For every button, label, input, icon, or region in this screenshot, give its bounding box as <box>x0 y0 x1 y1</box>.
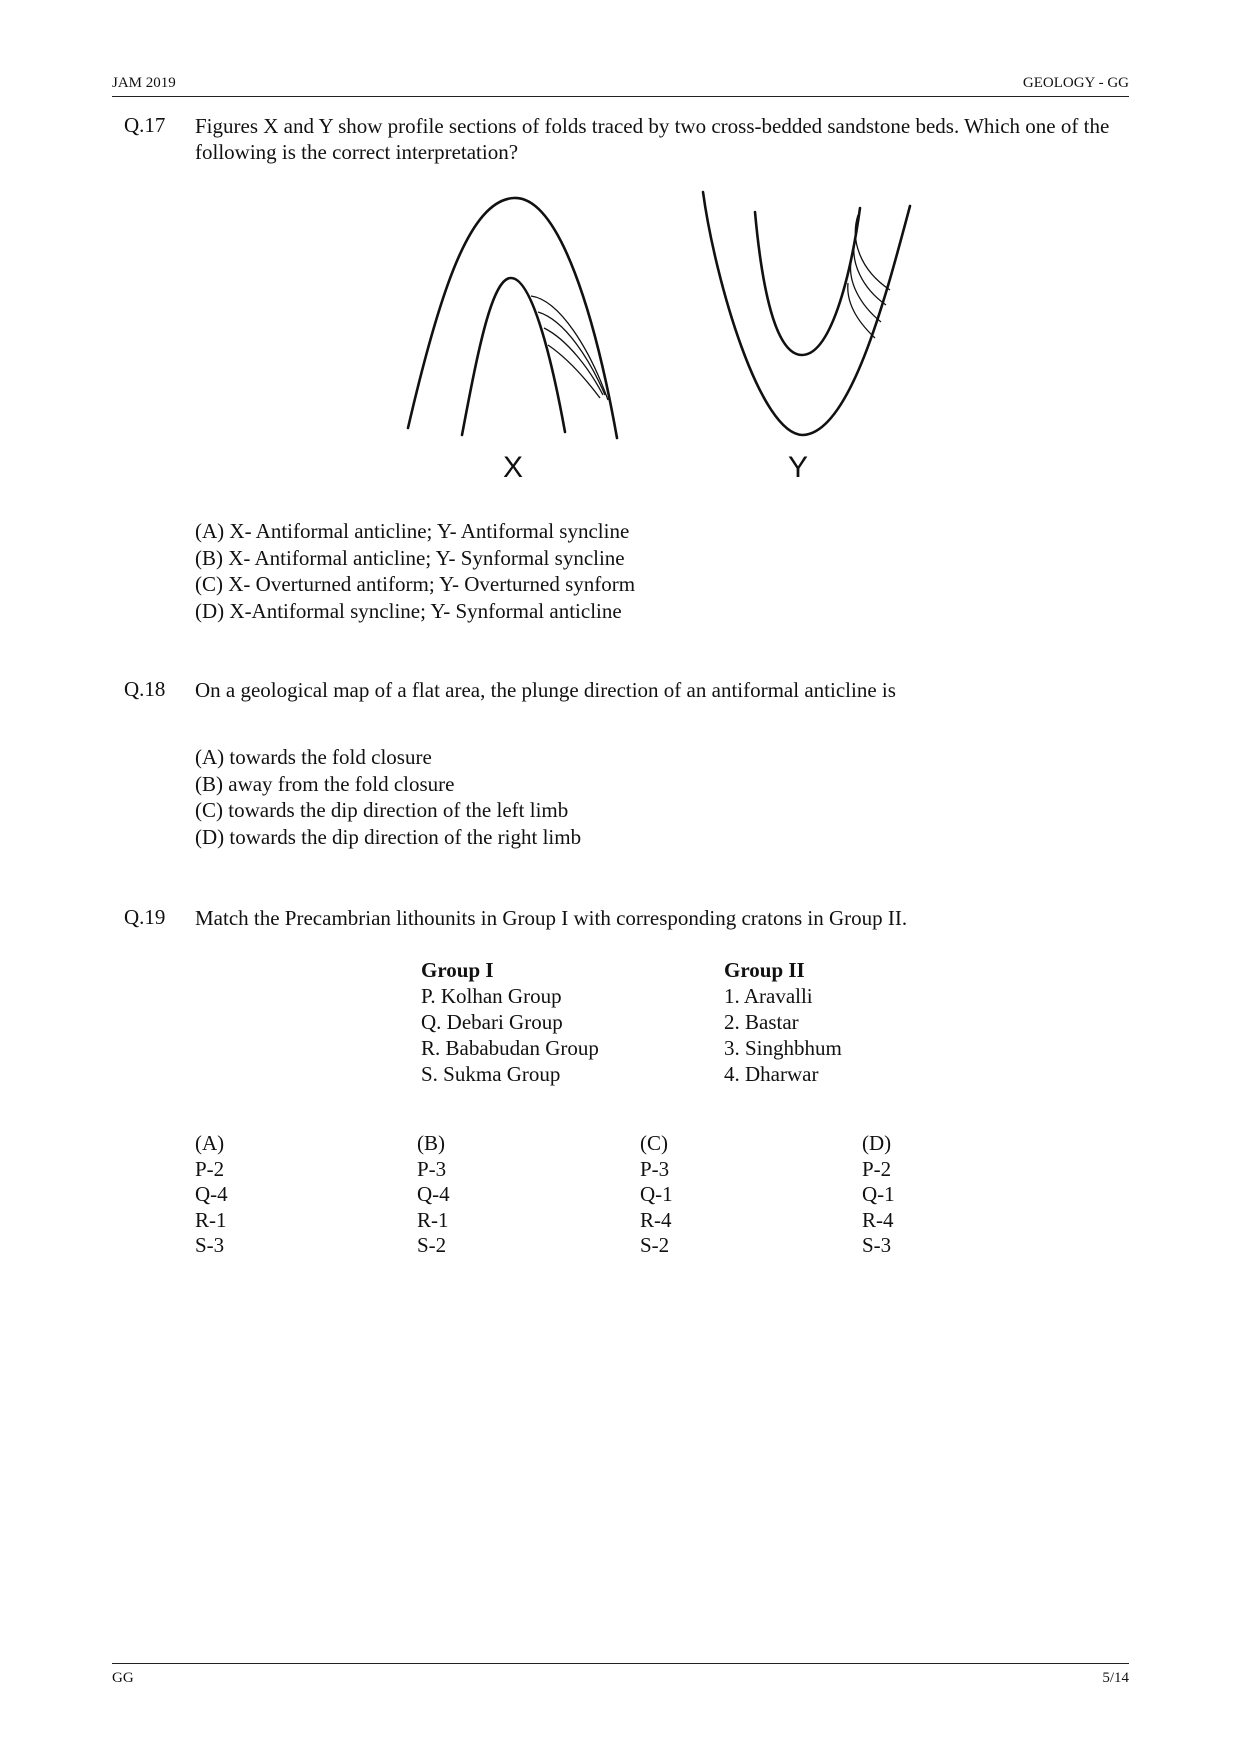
group-2-item: 2. Bastar <box>724 1010 799 1034</box>
answer-label: (A) <box>195 1131 225 1155</box>
figure-x-label: X <box>503 451 524 484</box>
answer-row: Q-1 <box>862 1182 895 1206</box>
q17-option-a: (A) X- Antiformal anticline; Y- Antiformal syncline <box>195 519 630 543</box>
answer-row: Q-1 <box>640 1182 673 1206</box>
group-1-column <box>421 957 599 1087</box>
answer-row: R-1 <box>417 1207 449 1232</box>
answer-row: S-2 <box>640 1233 670 1257</box>
answer-row: P-3 <box>640 1156 670 1181</box>
q19-number: Q.19 <box>124 905 166 929</box>
answer-column-d <box>862 1131 895 1259</box>
group-2-title: Group II <box>724 958 805 982</box>
q18-number: Q.18 <box>124 677 166 701</box>
q17-options <box>195 518 635 624</box>
answer-row: R-4 <box>640 1207 672 1232</box>
answer-column-c <box>640 1131 673 1259</box>
q17-option-d: (D) X-Antiformal syncline; Y- Synformal anticline <box>195 598 622 623</box>
q17-text: Figures X and Y show profile sections of folds traced by two cross-bedded sandstone beds. Which one of the following is the correct interpretation? <box>195 114 1110 164</box>
fold-x-inner <box>462 278 565 435</box>
q18-option-c: (C) towards the dip direction of the left limb <box>195 798 569 822</box>
cross-bed-y-1 <box>855 215 890 290</box>
page-number: 5/14 <box>1102 1670 1129 1686</box>
answer-label: (C) <box>640 1131 668 1155</box>
answer-row: R-1 <box>195 1207 227 1232</box>
answer-row: P-2 <box>862 1156 892 1181</box>
answer-row: S-3 <box>195 1233 225 1257</box>
figure-y-label: Y <box>788 451 809 484</box>
group-2-item: 3. Singhbhum <box>724 1036 842 1060</box>
footer-rule <box>112 1663 1129 1664</box>
q17-option-b: (B) X- Antiformal anticline; Y- Synformal syncline <box>195 545 625 570</box>
answer-label: (D) <box>862 1131 892 1155</box>
group-1-item: Q. Debari Group <box>421 1010 563 1034</box>
answer-row: Q-4 <box>195 1182 228 1206</box>
q19-text: Match the Precambrian lithounits in Group I with corresponding cratons in Group II. <box>195 906 908 930</box>
answer-row: P-2 <box>195 1156 225 1181</box>
q18-option-d: (D) towards the dip direction of the right limb <box>195 824 582 849</box>
group-2-item: 1. Aravalli <box>724 984 813 1008</box>
footer-code: GG <box>112 1670 134 1686</box>
group-2-column <box>724 957 842 1087</box>
group-1-item: R. Bababudan Group <box>421 1036 599 1060</box>
fold-x-outer <box>408 198 617 438</box>
answer-row: R-4 <box>862 1207 894 1232</box>
group-1-title: Group I <box>421 958 494 982</box>
answer-row: S-2 <box>417 1233 447 1257</box>
fold-figure <box>0 0 1241 500</box>
header-subject: GEOLOGY - GG <box>1022 75 1129 91</box>
q18-text: On a geological map of a flat area, the plunge direction of an antiformal anticline is <box>195 678 896 702</box>
group-1-item: S. Sukma Group <box>421 1062 561 1086</box>
answer-column-b <box>417 1131 450 1259</box>
q17-number: Q.17 <box>124 113 166 137</box>
answer-row: P-3 <box>417 1156 447 1181</box>
q17-option-c: (C) X- Overturned antiform; Y- Overturned synform <box>195 572 636 596</box>
answer-row: Q-4 <box>417 1182 450 1206</box>
answer-label: (B) <box>417 1131 445 1155</box>
fold-y-outer <box>703 192 910 435</box>
header-exam: JAM 2019 <box>112 75 176 91</box>
q18-option-a: (A) towards the fold closure <box>195 745 432 769</box>
fold-y-inner <box>755 208 860 355</box>
q18-option-b: (B) away from the fold closure <box>195 771 455 796</box>
group-2-item: 4. Dharwar <box>724 1062 819 1086</box>
group-1-item: P. Kolhan Group <box>421 984 562 1008</box>
answer-row: S-3 <box>862 1233 892 1257</box>
q18-options <box>195 744 581 850</box>
answer-column-a <box>195 1131 228 1259</box>
